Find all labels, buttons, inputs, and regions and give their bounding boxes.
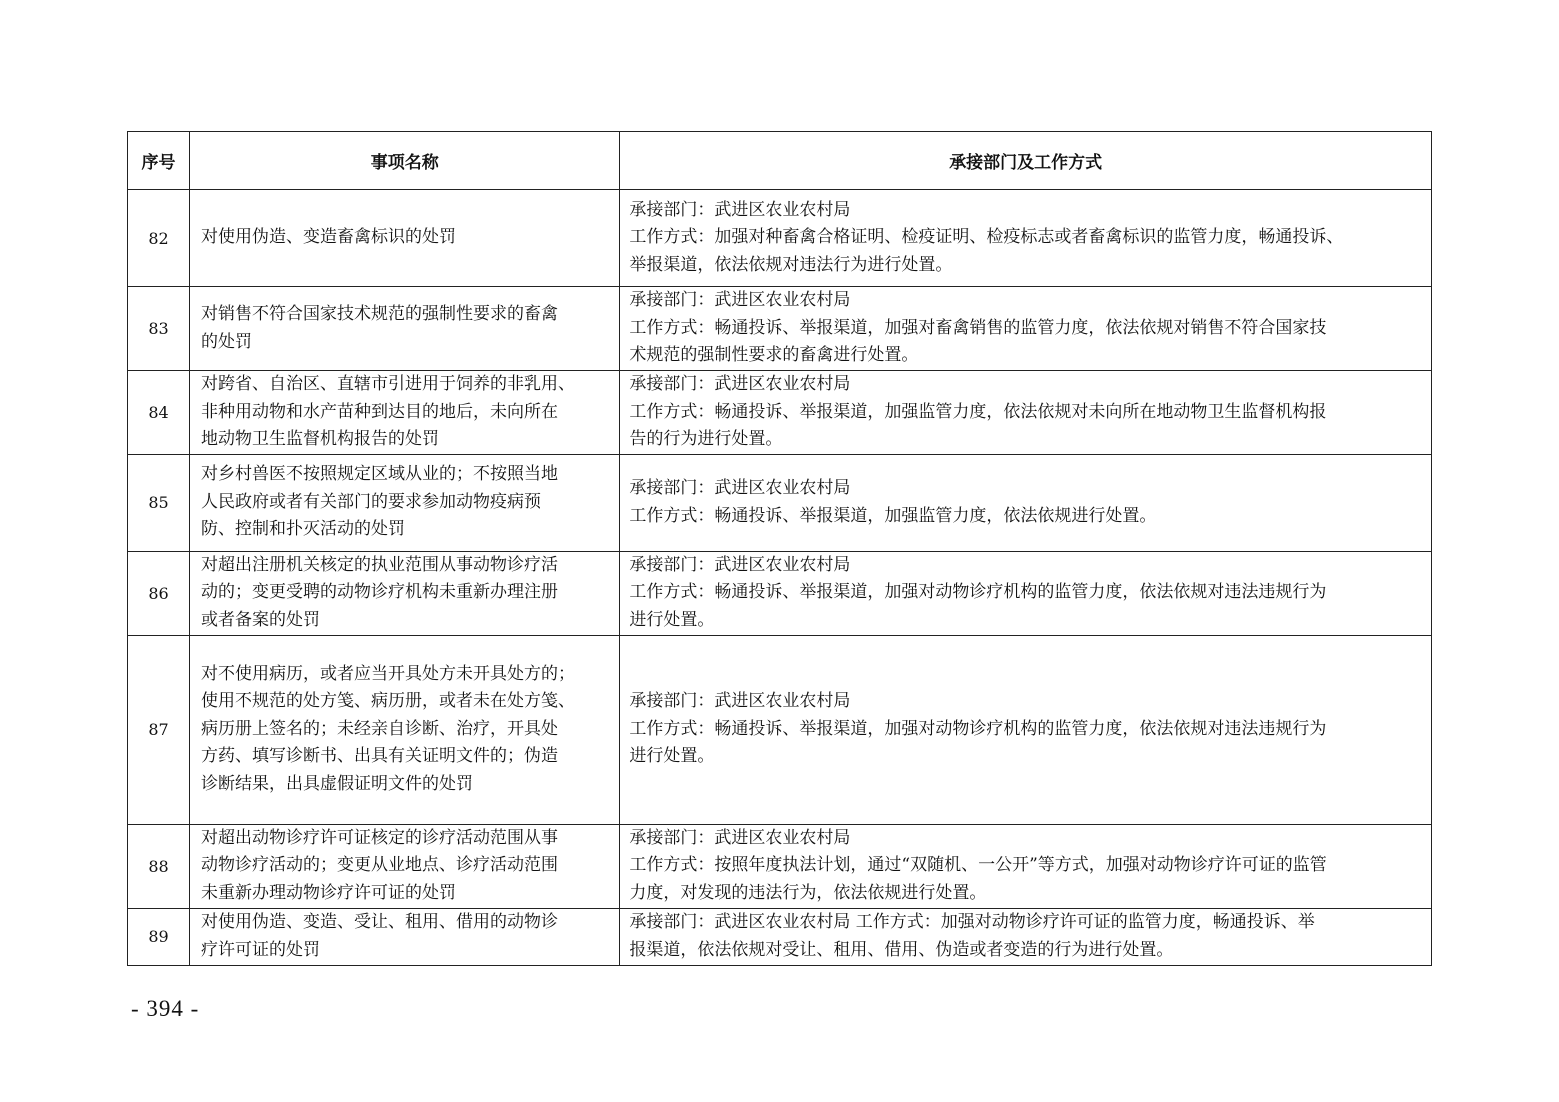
row-department-method <box>620 190 1432 287</box>
row-department-method <box>620 908 1432 965</box>
row-department-method <box>620 635 1432 824</box>
table-row <box>128 190 1432 287</box>
dept-line: 工作方式：畅通投诉、举报渠道，加强对动物诊疗机构的监管力度，依法依规对违法违规行为 <box>629 718 1327 739</box>
row-serial-number: 83 <box>128 287 190 371</box>
item-name-line: 对不使用病历，或者应当开具处方未开具处方的； <box>201 663 576 684</box>
row-department-method <box>620 454 1432 551</box>
row-item-name <box>190 287 620 371</box>
row-item-name <box>190 371 620 455</box>
item-name-line: 的处罚 <box>201 331 253 352</box>
row-serial-number: 84 <box>128 371 190 455</box>
item-name-line: 对超出注册机关核定的执业范围从事动物诊疗活 <box>201 554 559 575</box>
row-serial-number: 86 <box>128 551 190 635</box>
row-item-name <box>190 908 620 965</box>
item-name-line: 诊断结果，出具虚假证明文件的处罚 <box>201 773 474 794</box>
item-name-line: 或者备案的处罚 <box>201 609 321 630</box>
item-name-line: 人民政府或者有关部门的要求参加动物疫病预 <box>201 491 542 512</box>
item-name-line: 对销售不符合国家技术规范的强制性要求的畜禽 <box>201 304 559 324</box>
table-header-row <box>128 132 1432 190</box>
table-row <box>128 551 1432 635</box>
table-row <box>128 824 1432 908</box>
row-item-name <box>190 454 620 551</box>
item-name-line: 动物诊疗活动的；变更从业地点、诊疗活动范围 <box>201 855 559 876</box>
item-name-line: 防、控制和扑灭活动的处罚 <box>201 519 406 540</box>
dept-line: 进行处置。 <box>629 746 715 767</box>
dept-line: 告的行为进行处置。 <box>629 429 783 449</box>
item-name-line: 方药、填写诊断书、出具有关证明文件的；伪造 <box>201 746 559 767</box>
row-item-name <box>190 551 620 635</box>
item-name-line: 使用不规范的处方笺、病历册，或者未在处方笺、 <box>201 691 576 712</box>
row-serial-number: 82 <box>128 190 190 287</box>
dept-line: 承接部门：武进区农业农村局 <box>629 827 851 848</box>
item-name-line: 对使用伪造、变造畜禽标识的处罚 <box>201 227 457 248</box>
table-row <box>128 635 1432 824</box>
row-serial-number: 85 <box>128 454 190 551</box>
dept-line: 工作方式：畅通投诉、举报渠道，加强监管力度，依法依规对未向所在地动物卫生监督机构报 <box>629 401 1327 422</box>
header-item-name: 事项名称 <box>190 132 620 190</box>
row-department-method <box>620 371 1432 455</box>
item-name-line: 地动物卫生监督机构报告的处罚 <box>201 429 440 449</box>
page-number: - 394 - <box>131 996 200 1021</box>
dept-line: 报渠道，依法依规对受让、租用、借用、伪造或者变造的行为进行处置。 <box>629 939 1174 960</box>
dept-line: 工作方式：加强对种畜禽合格证明、检疫证明、检疫标志或者畜禽标识的监管力度，畅通投诉、 <box>629 227 1344 248</box>
row-serial-number: 87 <box>128 635 190 824</box>
item-name-line: 对超出动物诊疗许可证核定的诊疗活动范围从事 <box>201 827 559 848</box>
dept-line: 承接部门：武进区农业农村局 <box>629 374 851 394</box>
item-name-line: 疗许可证的处罚 <box>201 939 321 960</box>
dept-line: 进行处置。 <box>629 609 715 630</box>
item-name-line: 对跨省、自治区、直辖市引进用于饲养的非乳用、 <box>201 374 576 394</box>
item-name-line: 动的；变更受聘的动物诊疗机构未重新办理注册 <box>201 582 559 603</box>
row-department-method <box>620 824 1432 908</box>
header-serial-number: 序号 <box>128 132 190 190</box>
row-serial-number: 89 <box>128 908 190 965</box>
dept-line: 承接部门：武进区农业农村局 工作方式：加强对动物诊疗许可证的监管力度，畅通投诉、举 <box>629 912 1315 932</box>
dept-line: 承接部门：武进区农业农村局 <box>629 554 851 575</box>
item-name-line: 非种用动物和水产苗种到达目的地后，未向所在 <box>201 401 559 422</box>
row-item-name <box>190 635 620 824</box>
dept-line: 工作方式：畅通投诉、举报渠道，加强对动物诊疗机构的监管力度，依法依规对违法违规行为 <box>629 582 1327 603</box>
item-name-line: 未重新办理动物诊疗许可证的处罚 <box>201 882 457 903</box>
item-name-line: 病历册上签名的；未经亲自诊断、治疗，开具处 <box>201 718 559 739</box>
item-name-line: 对乡村兽医不按照规定区域从业的；不按照当地 <box>201 464 559 485</box>
dept-line: 承接部门：武进区农业农村局 <box>629 478 851 498</box>
dept-line: 承接部门：武进区农业农村局 <box>629 691 851 712</box>
row-item-name <box>190 824 620 908</box>
dept-line: 举报渠道，依法依规对违法行为进行处置。 <box>629 254 953 275</box>
table-row <box>128 371 1432 455</box>
item-table <box>127 131 1432 966</box>
dept-line: 工作方式：畅通投诉、举报渠道，加强监管力度，依法依规进行处置。 <box>629 505 1157 526</box>
dept-line: 力度，对发现的违法行为，依法依规进行处置。 <box>629 882 987 903</box>
row-department-method <box>620 551 1432 635</box>
row-item-name <box>190 190 620 287</box>
row-serial-number: 88 <box>128 824 190 908</box>
item-name-line: 对使用伪造、变造、受让、租用、借用的动物诊 <box>201 912 559 932</box>
row-department-method <box>620 287 1432 371</box>
table-row <box>128 454 1432 551</box>
dept-line: 工作方式：畅通投诉、举报渠道，加强对畜禽销售的监管力度，依法依规对销售不符合国家技 <box>629 317 1327 338</box>
table-row <box>128 287 1432 371</box>
dept-line: 工作方式：按照年度执法计划，通过“双随机、一公开”等方式，加强对动物诊疗许可证的监管 <box>629 855 1327 876</box>
dept-line: 承接部门：武进区农业农村局 <box>629 290 851 311</box>
dept-line: 术规范的强制性要求的畜禽进行处置。 <box>629 345 919 366</box>
dept-line: 承接部门：武进区农业农村局 <box>629 199 851 220</box>
table-row <box>128 908 1432 965</box>
header-department-and-method: 承接部门及工作方式 <box>620 132 1432 190</box>
